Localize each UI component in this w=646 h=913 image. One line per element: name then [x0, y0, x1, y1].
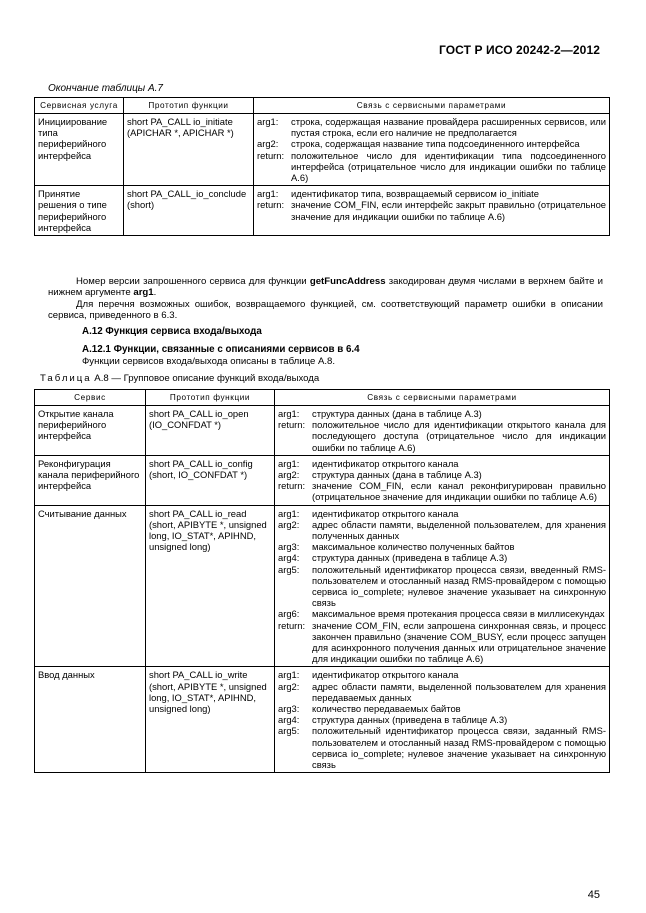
- param-key: arg1:: [278, 507, 300, 519]
- prototype-cell: short PA_CALL_io_conclude (short): [124, 186, 254, 236]
- param-entry: [278, 480, 606, 502]
- table-row: [35, 505, 610, 667]
- param-key: arg5:: [278, 725, 300, 737]
- service-cell: Ввод данных: [35, 667, 146, 773]
- section-a121-text: Функции сервисов входа/выхода описаны в таблице А.8.: [82, 356, 336, 367]
- service-cell: Реконфигурация канала периферийного интерфейса: [35, 455, 146, 505]
- param-entry: [278, 552, 606, 563]
- param-key: return:: [278, 480, 306, 492]
- param-entry: [278, 681, 606, 703]
- param-key: arg1:: [257, 188, 279, 200]
- param-key: return:: [257, 199, 285, 211]
- table-row: [35, 406, 610, 456]
- service-cell: Считывание данных: [35, 505, 146, 667]
- param-value: структура данных (дана в таблице А.3): [312, 469, 482, 481]
- column-header-params: Связь с сервисными параметрами: [275, 390, 610, 406]
- param-entry: [257, 188, 606, 199]
- params-cell: [275, 455, 610, 505]
- param-entry: [257, 116, 606, 138]
- param-entry: [278, 508, 606, 519]
- table-row: [35, 186, 610, 236]
- param-key: arg2:: [278, 680, 300, 692]
- param-value: структура данных (дана в таблице А.3): [312, 408, 482, 419]
- param-entry: [278, 564, 606, 609]
- column-header-service: Сервисная услуга: [35, 98, 124, 114]
- table-a8-caption: [40, 373, 319, 384]
- param-value: максимальное количество полученных байтов: [312, 541, 515, 553]
- param-value: идентификатор типа, возвращаемый сервисом io_initiate: [291, 188, 540, 200]
- prototype-cell: short PA_CALL io_initiate (APICHAR *, APICHAR *): [124, 114, 254, 186]
- column-header-prototype: Прототип функции: [146, 390, 275, 406]
- table-title: А.8 — Групповое описание функций входа/выхода: [91, 373, 320, 384]
- prototype-cell: short PA_CALL io_read (short, APIBYTE *, unsigned long, IO_STAT*, APIHND, unsigned long): [146, 505, 275, 667]
- param-entry: [257, 150, 606, 184]
- param-entry: [278, 703, 606, 714]
- param-value: количество передаваемых байтов: [312, 703, 461, 715]
- paragraph-errors: Для перечня возможных ошибок, возвращаемого функцией, см. соответствующий параметр ошибки в описании сервиса, приведенного в 6.3.: [48, 299, 603, 322]
- section-heading-a121: А.12.1 Функции, связанные с описаниями сервисов в 6.4: [82, 344, 360, 355]
- param-value: положительное число для идентификации открытого канала для последующего доступа (отрицательное число для индикации ошибки по таблице А.6): [312, 419, 606, 453]
- param-value: адрес области памяти, выделенной пользователем, для хранения полученных данных: [312, 518, 606, 542]
- param-entry: [257, 138, 606, 149]
- param-value: значение COM_FIN, если запрошена синхронная связь, и процесс закончен правильно (значение COM_BUSY, если процесс запущен для асинхронного получения данных или отрицательное значение для индикации ошибки по таблице А.6): [312, 619, 606, 665]
- param-key: return:: [257, 149, 285, 161]
- param-entry: [278, 714, 606, 725]
- params-cell: [275, 406, 610, 456]
- table-a8: [34, 389, 610, 773]
- service-cell: Принятие решения о типе периферийного интерфейса: [35, 186, 124, 236]
- param-entry: [278, 620, 606, 665]
- param-key: arg3:: [278, 703, 300, 715]
- column-header-prototype: Прототип функции: [124, 98, 254, 114]
- text: закодирован двумя числами в верхнем байте и нижнем аргументе: [48, 276, 603, 299]
- service-cell: Инициирование типа периферийного интерфейса: [35, 114, 124, 186]
- prototype-cell: short PA_CALL io_config (short, IO_CONFDAT *): [146, 455, 275, 505]
- table-row: [35, 114, 610, 186]
- param-entry: [278, 669, 606, 680]
- standard-header: ГОСТ Р ИСО 20242-2—2012: [438, 43, 600, 57]
- param-key: arg6:: [278, 608, 300, 620]
- param-value: идентификатор открытого канала: [312, 669, 459, 681]
- param-entry: [278, 725, 606, 770]
- param-value: значение COM_FIN, если интерфейс закрыт правильно (отрицательное значение для индикации ошибки по таблице А.6): [291, 199, 606, 222]
- paragraph-version: [48, 276, 603, 299]
- table-a7: [34, 97, 610, 236]
- param-entry: [278, 458, 606, 469]
- param-entry: [278, 608, 606, 619]
- param-value: идентификатор открытого канала: [312, 507, 459, 519]
- function-name: getFuncAddress: [309, 276, 386, 287]
- param-key: return:: [278, 419, 306, 431]
- table-row: [35, 455, 610, 505]
- param-key: arg5:: [278, 563, 300, 575]
- table-header-row: [35, 98, 610, 114]
- section-heading-a12: А.12 Функция сервиса входа/выхода: [82, 326, 262, 337]
- prototype-cell: short PA_CALL io_open (IO_CONFDAT *): [146, 406, 275, 456]
- table-a7-caption: Окончание таблицы А.7: [48, 83, 163, 94]
- param-value: значение COM_FIN, если канал реконфигурирован правильно (отрицательное значение для индикации ошибки по таблице А.6): [312, 480, 606, 503]
- text: .: [153, 287, 157, 299]
- param-key: arg4:: [278, 714, 300, 726]
- service-cell: Открытие канала периферийного интерфейса: [35, 406, 146, 456]
- params-cell: [275, 505, 610, 667]
- param-entry: [278, 519, 606, 541]
- param-key: arg2:: [278, 518, 300, 530]
- param-key: arg1:: [278, 669, 300, 681]
- params-cell: [254, 114, 610, 186]
- param-value: положительный идентификатор процесса связи, заданный RMS-пользователем и отосланный назад RMS-провайдером с помощью сервиса io_complete; нулевое значение указывает на синхронную связь: [312, 725, 606, 771]
- param-value: максимальное время протекания процесса связи в миллисекундах: [312, 608, 605, 620]
- param-key: arg1:: [278, 457, 300, 469]
- param-entry: [278, 541, 606, 552]
- table-label: Таблица: [40, 373, 92, 384]
- param-key: return:: [278, 619, 306, 631]
- param-key: arg3:: [278, 541, 300, 553]
- table-row: [35, 667, 610, 773]
- params-cell: [254, 186, 610, 236]
- param-value: структура данных (приведена в таблице А.3): [312, 552, 508, 564]
- param-key: arg2:: [278, 469, 300, 481]
- param-entry: [278, 419, 606, 453]
- table-header-row: [35, 390, 610, 406]
- param-key: arg4:: [278, 552, 300, 564]
- param-key: arg2:: [257, 138, 279, 150]
- param-value: строка, содержащая название провайдера расширенных сервисов, или пустая строка, если его наличие не предполагается: [291, 116, 606, 139]
- column-header-params: Связь с сервисными параметрами: [254, 98, 610, 114]
- param-entry: [278, 408, 606, 419]
- param-value: идентификатор открытого канала: [312, 457, 459, 469]
- params-cell: [275, 667, 610, 773]
- param-key: arg1:: [257, 116, 279, 127]
- column-header-service: Сервис: [35, 390, 146, 406]
- page-number: 45: [587, 889, 600, 901]
- param-value: структура данных (приведена в таблице А.3): [312, 714, 508, 726]
- param-value: положительный идентификатор процесса связи, введенный RMS-пользователем и отосланный назад RMS-провайдером с помощью сервиса io_complete; нулевое значение указывает на синхронную связь: [312, 563, 606, 609]
- prototype-cell: short PA_CALL io_write (short, APIBYTE *, unsigned long, IO_STAT*, APIHND, unsigned long): [146, 667, 275, 773]
- param-entry: [278, 469, 606, 480]
- param-value: строка, содержащая название типа подсоединенного интерфейса: [291, 138, 580, 150]
- param-key: arg1:: [278, 408, 300, 419]
- param-value: адрес области памяти, выделенной пользователем для хранения передаваемых данных: [312, 680, 606, 703]
- param-value: положительное число для идентификации типа подсоединенного интерфейса (отрицательное число для индикации ошибки по таблице А.6): [291, 149, 606, 184]
- argument-name: arg1: [133, 287, 154, 299]
- text: Номер версии запрошенного сервиса для функции: [76, 276, 310, 287]
- param-entry: [257, 199, 606, 221]
